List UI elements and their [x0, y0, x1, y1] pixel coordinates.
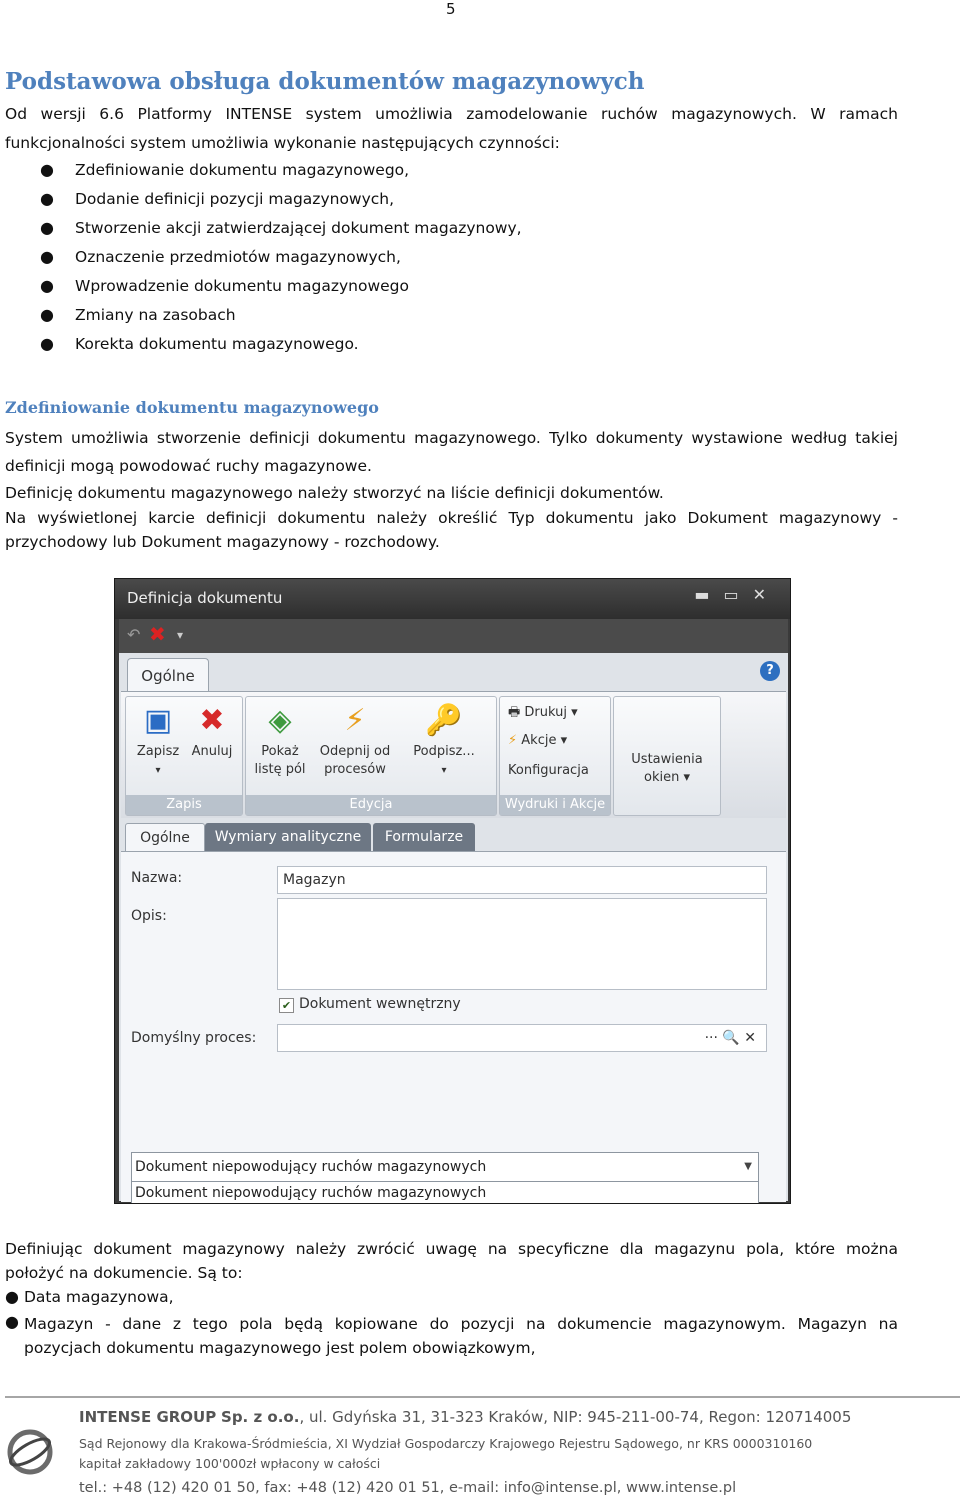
list-item [5, 1312, 24, 1331]
page-title: Podstawowa obsługa dokumentów magazynowych [5, 68, 645, 95]
bullet-icon: ● [5, 1287, 19, 1306]
default-process-field[interactable] [277, 1024, 767, 1052]
list-item: ● Stworzenie akcji zatwierdzającej dokument magazynowy, [40, 218, 522, 237]
company-logo-icon [6, 1428, 54, 1476]
internal-document-label: Dokument wewnętrzny [299, 996, 461, 1012]
section-text-3b: przychodowy lub Dokument magazynowy - rozchodowy. [5, 533, 440, 551]
list-item: ● Zmiany na zasobach [40, 305, 236, 324]
list-item: ● Wprowadzenie dokumentu magazynowego [40, 276, 409, 295]
process-tools [705, 1025, 756, 1051]
search-icon[interactable]: 🔍 [722, 1030, 740, 1046]
print-button[interactable]: 🖶 Drukuj ▾ [508, 705, 578, 720]
tab-analytic-dimensions[interactable]: Wymiary analityczne [205, 823, 371, 851]
quick-access-toolbar [119, 619, 788, 653]
close-icon[interactable]: ✕ [752, 585, 780, 604]
unlink-icon: ⚡ [344, 703, 366, 738]
window-titlebar [115, 579, 790, 619]
save-button[interactable]: ▣ Zapisz ▾ [132, 703, 184, 780]
footer-contact: tel.: +48 (12) 420 01 50, fax: +48 (12) 420 01 51, e-mail: info@intense.pl, www.intense.pl [79, 1480, 737, 1496]
clear-icon[interactable]: ✕ [744, 1030, 756, 1046]
lightning-icon: ⚡ [508, 733, 518, 748]
form-tabs [121, 823, 786, 851]
description-label: Opis: [131, 908, 167, 924]
fields-intro-line-2: położyć na dokumencie. Są to: [5, 1264, 243, 1282]
bullet-icon: ● [40, 160, 54, 179]
group-label: Edycja [246, 795, 496, 815]
group-label: Wydruki i Akcje [500, 795, 610, 815]
window-title: Definicja dokumentu [127, 589, 283, 607]
cancel-icon[interactable]: ✖ [149, 622, 166, 646]
intro-line-2: funkcjonalności system umożliwia wykonanie następujących czynności: [5, 134, 560, 152]
bullet-icon: ● [40, 276, 54, 295]
footer-company: INTENSE GROUP Sp. z o.o., ul. Gdyńska 31, 31-323 Kraków, NIP: 945-211-00-74, Regon: 120714005 [79, 1408, 852, 1426]
intro-line-1: Od wersji 6.6 Platformy INTENSE system umożliwia zamodelowanie ruchów magazynowych. W ramach [5, 105, 898, 123]
dropdown-current[interactable]: Dokument niepowodujący ruchów magazynowych ▼ [132, 1153, 758, 1182]
printer-icon: 🖶 [508, 705, 521, 720]
group-window-settings [613, 696, 721, 816]
tab-general[interactable]: Ogólne [125, 823, 205, 852]
description-field[interactable] [277, 898, 767, 990]
ribbon [121, 691, 786, 818]
page-number: 5 [446, 0, 456, 18]
magazyn-line-1: Magazyn - dane z tego pola będą kopiowane do pozycji na dokumencie magazynowym. Magazyn na [24, 1315, 898, 1333]
minimize-icon[interactable]: ▬ [694, 585, 724, 604]
name-field[interactable]: Magazyn [277, 866, 767, 894]
window-settings-button[interactable]: Ustawienia okien ▾ [631, 752, 703, 785]
red-x-icon: ✖ [199, 703, 225, 738]
footer-court: Sąd Rejonowy dla Krakowa-Śródmieścia, XI Wydział Gospodarczy Krajowego Rejestru Sądowego, nr KRS 0000310160 [79, 1436, 813, 1451]
dropdown-option[interactable]: Dokument niepowodujący ruchów magazynowych [135, 1185, 487, 1201]
group-label: Zapis [126, 795, 242, 815]
bullet-icon: ● [40, 334, 54, 353]
show-fields-button[interactable]: ◈ Pokaż listę pól [252, 703, 308, 779]
bullet-icon: ● [40, 218, 54, 237]
document-type-dropdown[interactable] [131, 1152, 759, 1204]
chevron-down-icon[interactable]: ▼ [744, 1161, 752, 1172]
fields-intro-line-1: Definiując dokument magazynowy należy zwrócić uwagę na specyficzne dla magazynu pola, które można [5, 1240, 898, 1258]
sign-icon: 🔑 [425, 703, 463, 738]
name-label: Nazwa: [131, 870, 183, 886]
field-list-icon: ◈ [268, 703, 292, 738]
bullet-icon: ● [40, 305, 54, 324]
unlink-processes-button[interactable]: ⚡ Odepnij od procesów [312, 703, 398, 779]
ribbon-tab-general[interactable]: Ogólne [127, 658, 209, 693]
maximize-icon[interactable]: ▭ [723, 585, 753, 604]
form-panel [121, 851, 786, 1202]
list-item: ● Dodanie definicji pozycji magazynowych, [40, 189, 395, 208]
group-prints [499, 696, 611, 816]
list-item: ● Oznaczenie przedmiotów magazynowych, [40, 247, 401, 266]
bullet-icon: ● [40, 247, 54, 266]
group-save [125, 696, 243, 816]
sign-button[interactable]: 🔑 Podpisz... ▾ [404, 703, 484, 780]
ribbon-area [119, 653, 788, 1201]
section-text-1a: System umożliwia stworzenie definicji dokumentu magazynowego. Tylko dokumenty wystawione według takiej [5, 429, 898, 447]
bullet-icon: ● [40, 189, 54, 208]
more-icon[interactable]: ··· [704, 1030, 718, 1046]
list-item: ● Korekta dokumentu magazynowego. [40, 334, 359, 353]
back-icon[interactable]: ↶ [127, 625, 141, 644]
bullet-icon: ● [5, 1312, 19, 1331]
magazyn-line-2: pozycjach dokumentu magazynowego jest polem obowiązkowym, [24, 1339, 536, 1357]
section-heading: Zdefiniowanie dokumentu magazynowego [5, 398, 379, 417]
list-item: ● Data magazynowa, [5, 1287, 174, 1306]
document-definition-window [114, 578, 791, 1204]
default-process-label: Domyślny proces: [131, 1030, 257, 1046]
footer-divider [5, 1396, 960, 1398]
tab-forms[interactable]: Formularze [373, 823, 475, 851]
footer-capital: kapitał zakładowy 100'000zł wpłacony w całości [79, 1456, 381, 1471]
group-edit [245, 696, 497, 816]
actions-button[interactable]: ⚡ Akcje ▾ [508, 733, 568, 748]
config-button[interactable]: Konfiguracja [508, 763, 589, 778]
cancel-button[interactable]: ✖ Anuluj [186, 703, 238, 761]
section-text-1b: definicji mogą powodować ruchy magazynowe. [5, 457, 372, 475]
section-text-2: Definicję dokumentu magazynowego należy stworzyć na liście definicji dokumentów. [5, 484, 664, 502]
window-controls [694, 585, 780, 604]
list-item: ● Zdefiniowanie dokumentu magazynowego, [40, 160, 410, 179]
section-text-3a: Na wyświetlonej karcie definicji dokumentu należy określić Typ dokumentu jako Dokument magazynowy - [5, 509, 898, 527]
help-icon[interactable]: ? [760, 661, 780, 681]
chevron-down-icon[interactable]: ▾ [177, 628, 184, 642]
floppy-icon: ▣ [143, 703, 173, 738]
internal-document-checkbox[interactable]: ✔ [279, 998, 294, 1013]
